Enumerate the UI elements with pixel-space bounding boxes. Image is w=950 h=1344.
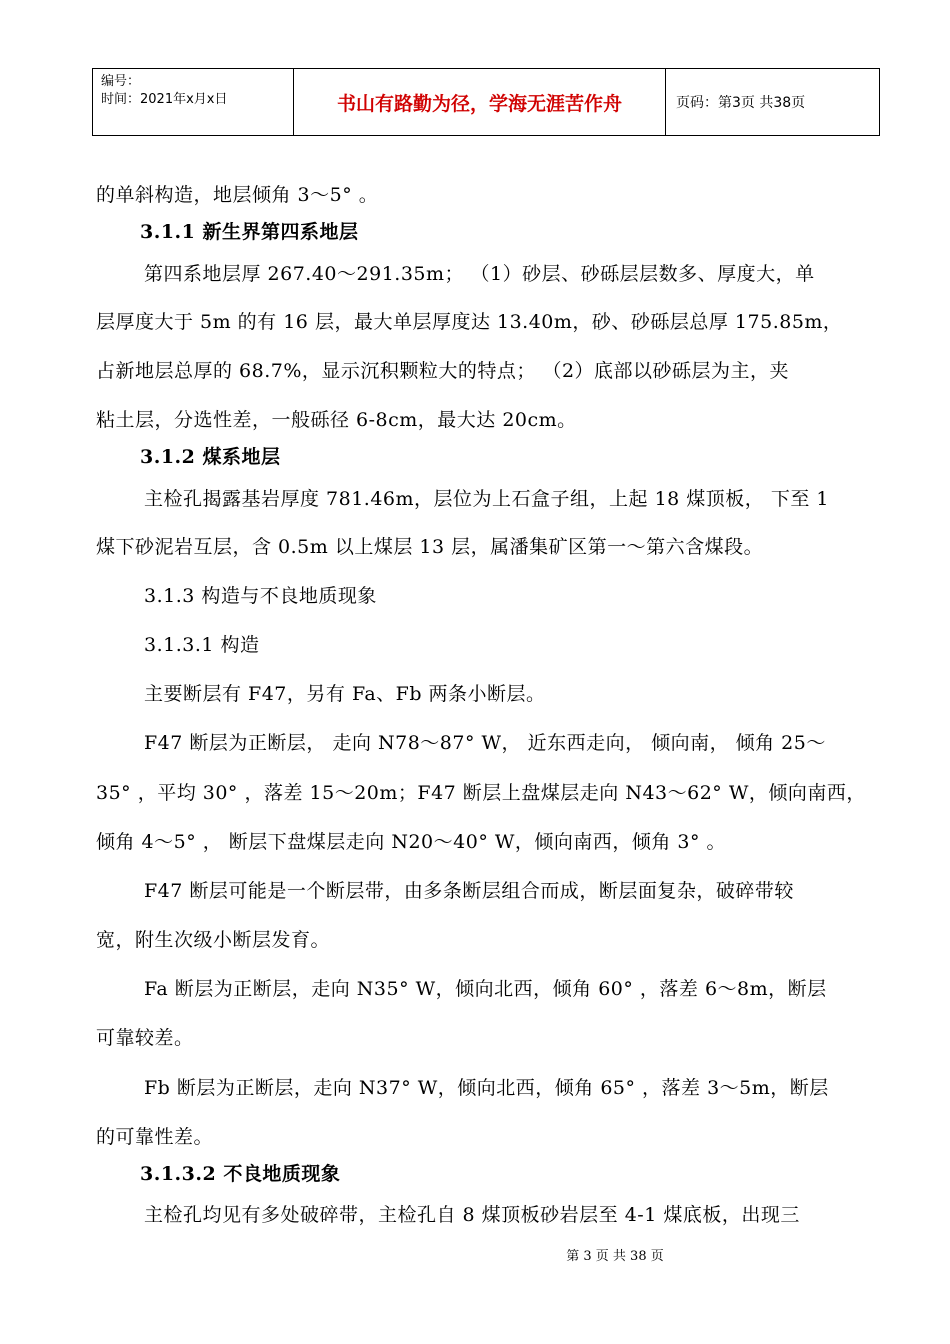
section-heading: 3.1.1 新生界第四系地层 [140,221,359,243]
paragraph-line: 的单斜构造，地层倾角 3～5° 。 [96,184,379,206]
paragraph-line: 35° ，平均 30° ，落差 15～20m；F47 断层上盘煤层走向 N43～62° W，倾向南西， [96,782,866,804]
paragraph-line: F47 断层为正断层， 走向 N78～87° W， 近东西走向， 倾向南， 倾角 25～ [144,732,826,754]
paragraph-line: 占新地层总厚的 68.7%，显示沉积颗粒大的特点； （2）底部以砂砾层为主，夹 [96,360,790,382]
paragraph-line: 第四系地层厚 267.40～291.35m； （1）砂层、砂砾层层数多、厚度大，单 [144,263,815,285]
header-page-label: 页码：第3页 共38页 [676,95,806,111]
paragraph-line: 煤下砂泥岩互层，含 0.5m 以上煤层 13 层，属潘集矿区第一～第六含煤段。 [96,536,764,558]
page-footer: 第 3 页 共 38 页 [566,1249,664,1264]
header-motto: 书山有路勤为径，学海无涯苦作舟 [294,69,666,135]
paragraph-line: 宽，附生次级小断层发育。 [96,929,331,951]
page-header [92,68,880,136]
paragraph-line: 倾角 4～5° ， 断层下盘煤层走向 N20～40° W，倾向南西，倾角 3° 。 [96,831,727,853]
paragraph-line: 可靠较差。 [96,1027,194,1049]
paragraph-line: Fb 断层为正断层，走向 N37° W，倾向北西，倾角 65° ，落差 3～5m，断层 [144,1077,829,1099]
paragraph-line: F47 断层可能是一个断层带，由多条断层组合而成，断层面复杂，破碎带较 [144,880,794,902]
paragraph-line: 主要断层有 F47，另有 Fa、Fb 两条小断层。 [144,683,546,705]
paragraph-line: 的可靠性差。 [96,1126,214,1148]
paragraph-line: 粘土层，分选性差，一般砾径 6-8cm，最大达 20cm。 [96,409,577,431]
paragraph-line: 层厚度大于 5m 的有 16 层，最大单层厚度达 13.40m，砂、砂砾层总厚 175.85m， [96,311,843,333]
header-meta [93,69,294,135]
section-heading: 3.1.3.2 不良地质现象 [140,1163,341,1185]
paragraph-line: 主检孔均见有多处破碎带，主检孔自 8 煤顶板砂岩层至 4-1 煤底板，出现三 [144,1204,800,1226]
paragraph-line: Fa 断层为正断层，走向 N35° W，倾向北西，倾角 60° ，落差 6～8m，断层 [144,978,827,1000]
section-heading: 3.1.2 煤系地层 [140,446,281,468]
section-heading: 3.1.3 构造与不良地质现象 [144,585,377,607]
number-label: 编号： [101,74,141,89]
paragraph-line: 主检孔揭露基岩厚度 781.46m，层位为上石盒子组，上起 18 煤顶板， 下至 1 [144,488,829,510]
section-heading: 3.1.3.1 构造 [144,634,260,656]
time-label: 时间：2021年x月x日 [101,92,228,107]
